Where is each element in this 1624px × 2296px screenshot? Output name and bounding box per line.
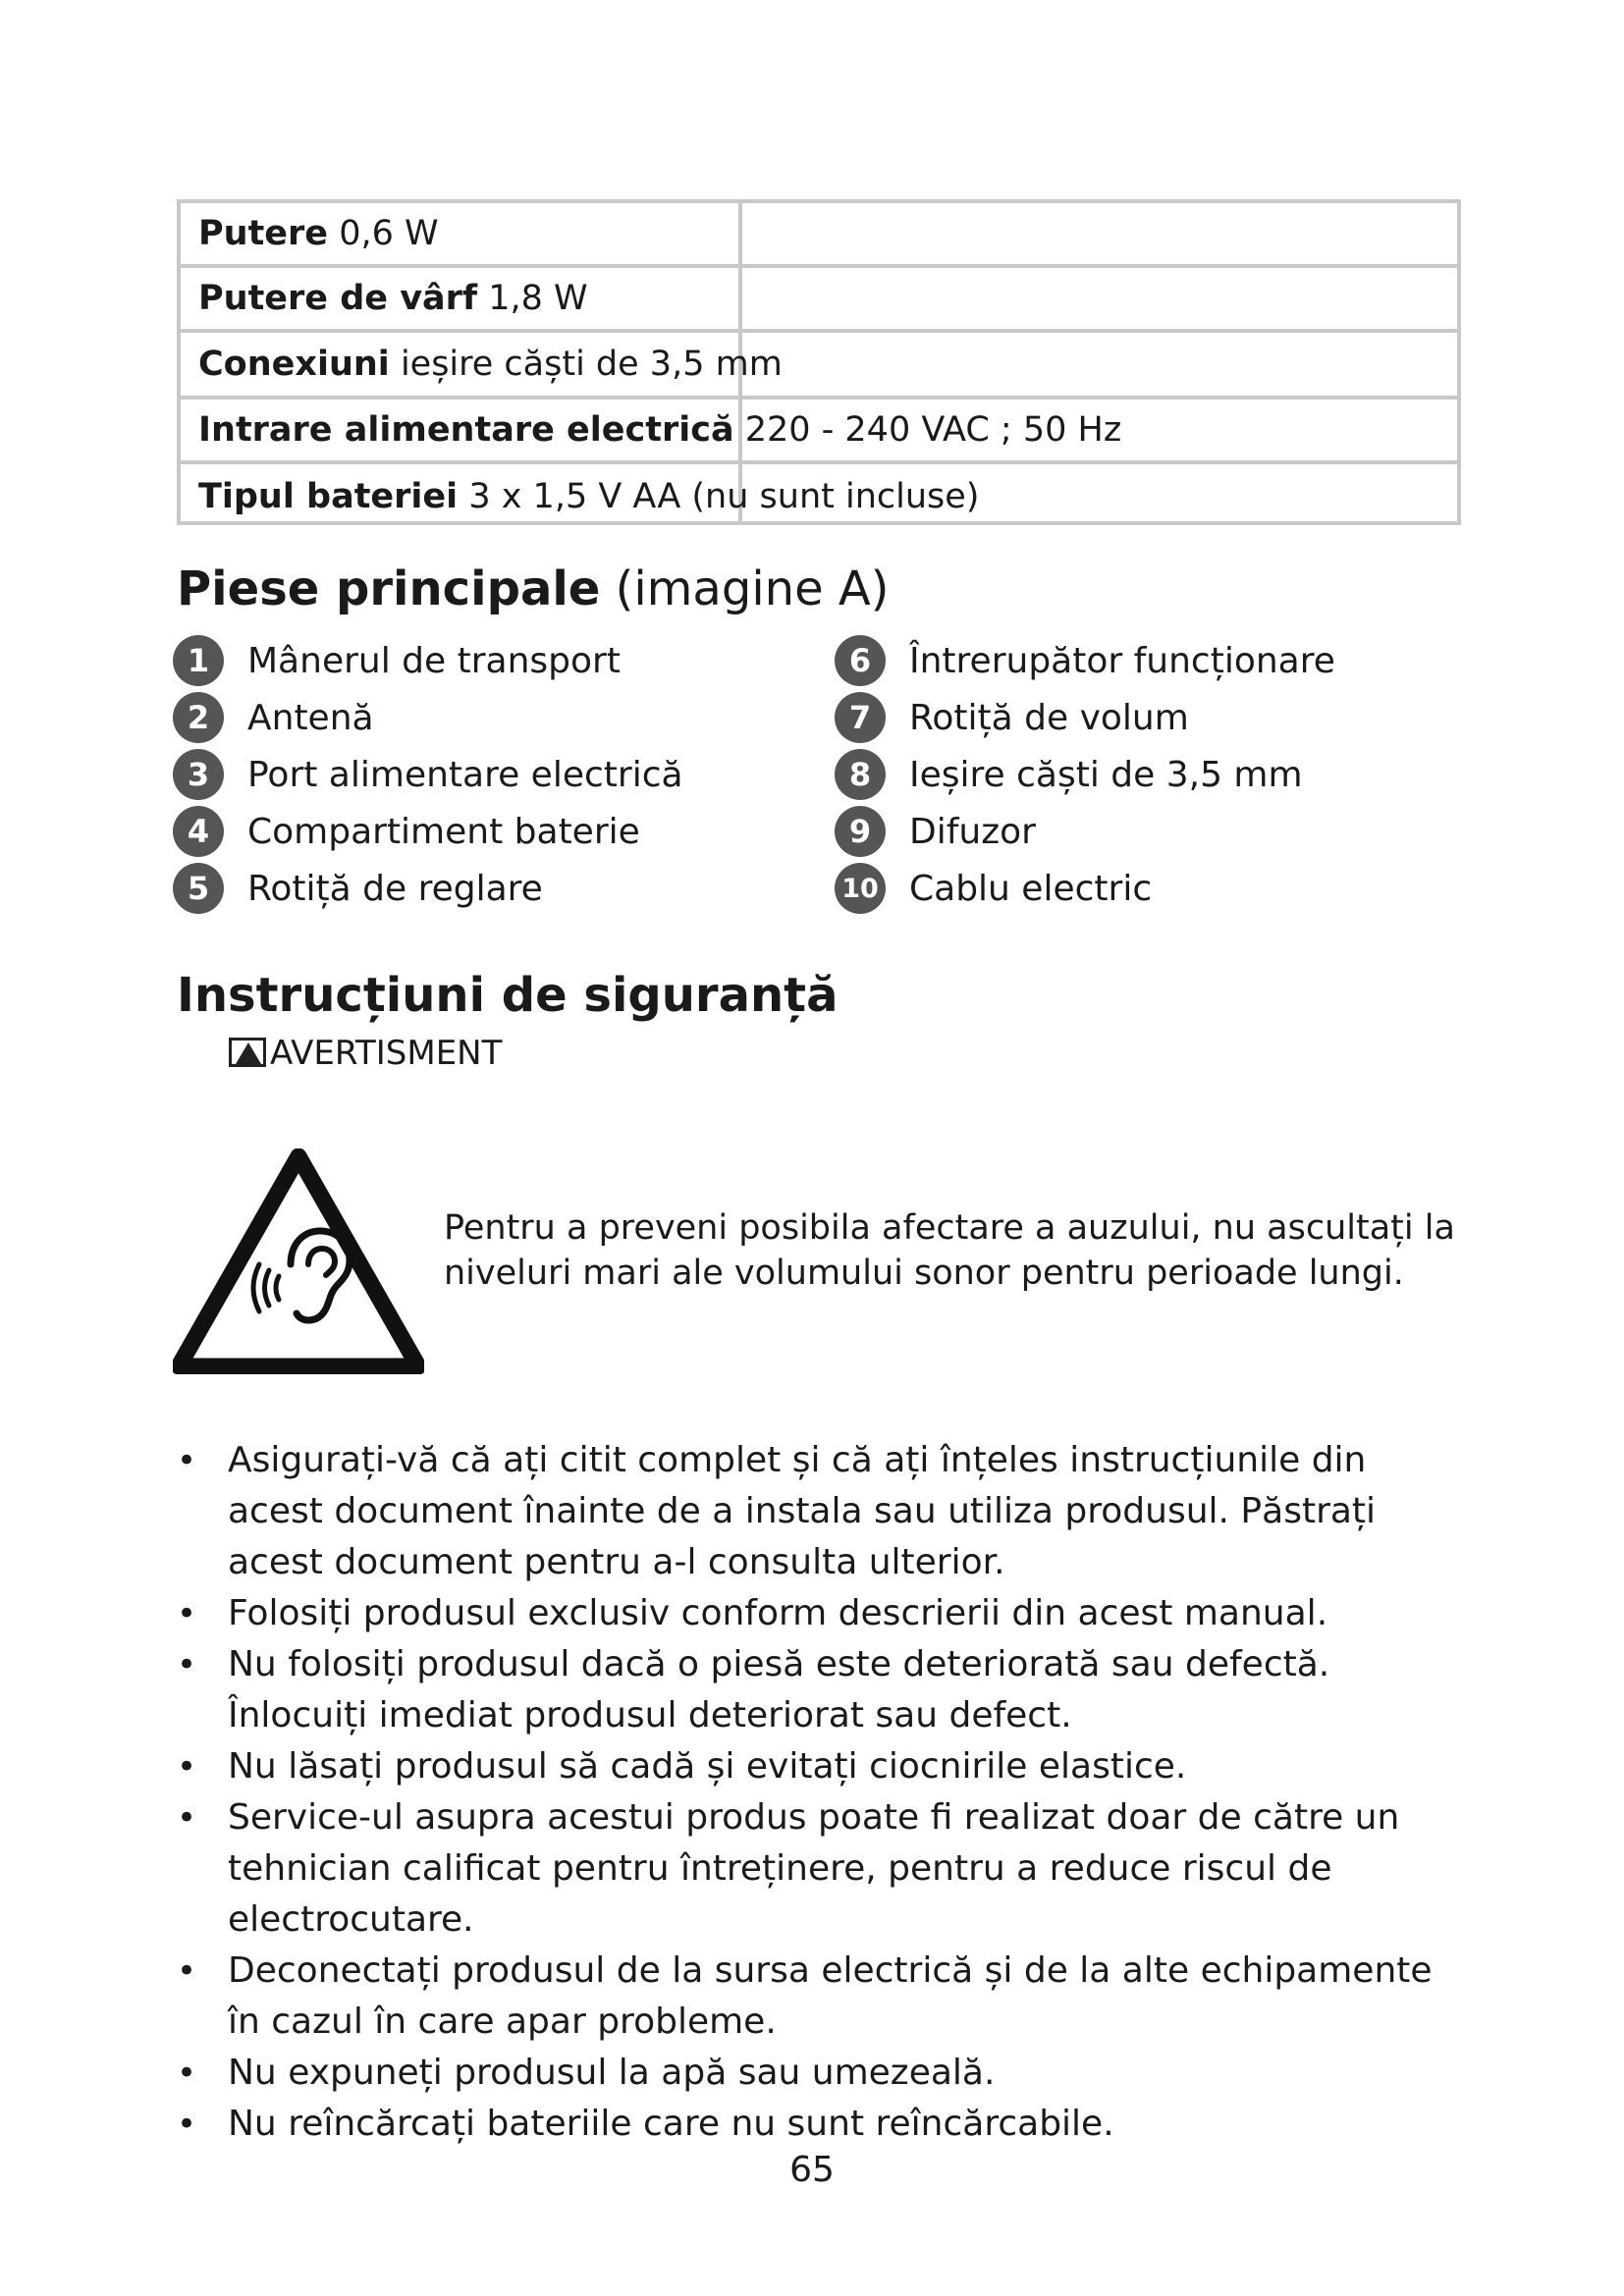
list-item: • Service-ul asupra acestui produs poate fi realizat doar de către un tehnician calificat pentru întreținere, pentru a reduce riscul de electrocutare. bbox=[177, 1792, 1453, 1946]
number-badge: 2 bbox=[173, 692, 224, 743]
list-item bbox=[173, 863, 543, 914]
spec-value: 0,6 W bbox=[339, 214, 439, 253]
part-label: Mânerul de transport bbox=[247, 640, 621, 681]
list-item: • Nu folosiți produsul dacă o piesă este deteriorată sau defectă. Înlocuiți imediat produsul deteriorat sau defect. bbox=[177, 1639, 1453, 1741]
parts-heading-rest: (imagine A) bbox=[615, 561, 890, 616]
part-label: Antenă bbox=[247, 697, 374, 738]
spec-label: Tipul bateriei bbox=[198, 477, 459, 516]
part-label: Port alimentare electrică bbox=[247, 754, 683, 795]
part-label: Compartiment baterie bbox=[247, 811, 640, 852]
list-item: • Nu expuneți produsul la apă sau umezeală. bbox=[177, 2048, 1453, 2099]
number-badge: 3 bbox=[173, 749, 224, 800]
parts-heading-bold: Piese principale bbox=[177, 561, 601, 616]
safety-heading: Instrucțiuni de siguranță bbox=[177, 968, 839, 1023]
warning-label bbox=[229, 1034, 502, 1073]
list-item: • Folosiți produsul exclusiv conform descrierii din acest manual. bbox=[177, 1588, 1453, 1639]
hearing-warning-text: Pentru a preveni posibila afectare a auzului, nu ascultați la niveluri mari ale volumului sonor pentru perioade lungi. bbox=[444, 1208, 1455, 1293]
warning-label-text: AVERTISMENT bbox=[270, 1034, 503, 1073]
part-label: Rotiță de volum bbox=[909, 697, 1189, 738]
list-item: • Deconectați produsul de la sursa electrică și de la alte echipamente în cazul în care apar probleme. bbox=[177, 1946, 1453, 2048]
list-item bbox=[173, 635, 621, 686]
list-item: • Nu reîncărcați bateriile care nu sunt reîncărcabile. bbox=[177, 2099, 1453, 2150]
list-item bbox=[173, 692, 374, 743]
spec-value: 220 - 240 VAC ; 50 Hz bbox=[744, 410, 1122, 450]
part-label: Întrerupător funcționare bbox=[909, 640, 1335, 681]
table-row bbox=[181, 333, 1457, 400]
spec-cell bbox=[198, 345, 783, 384]
safety-list bbox=[177, 1435, 1453, 2150]
part-label: Ieșire căști de 3,5 mm bbox=[909, 754, 1303, 795]
warning-triangle-icon bbox=[229, 1038, 266, 1067]
number-badge: 6 bbox=[835, 635, 886, 686]
list-item bbox=[835, 635, 1335, 686]
number-badge: 9 bbox=[835, 806, 886, 857]
spec-table bbox=[177, 199, 1461, 525]
spec-value: 1,8 W bbox=[488, 279, 588, 318]
spec-value: 3 x 1,5 V AA (nu sunt incluse) bbox=[468, 477, 980, 516]
part-label: Rotiță de reglare bbox=[247, 868, 543, 909]
list-item bbox=[173, 749, 683, 800]
list-item bbox=[173, 806, 640, 857]
spec-cell bbox=[198, 410, 1121, 450]
spec-value: ieșire căști de 3,5 mm bbox=[400, 345, 783, 384]
spec-label: Intrare alimentare electrică bbox=[198, 410, 734, 450]
spec-cell bbox=[198, 477, 979, 516]
table-row bbox=[181, 203, 1457, 268]
number-badge: 7 bbox=[835, 692, 886, 743]
page-number: 65 bbox=[789, 2150, 835, 2190]
number-badge: 10 bbox=[835, 863, 886, 914]
list-item bbox=[835, 692, 1189, 743]
list-item: • Asigurați-vă că ați citit complet și că ați înțeles instrucțiunile din acest document înainte de a instala sau utiliza produsul. Păstrați acest document pentru a-l consulta ulterior. bbox=[177, 1435, 1453, 1588]
spec-cell bbox=[198, 214, 439, 253]
list-item bbox=[835, 806, 1036, 857]
number-badge: 1 bbox=[173, 635, 224, 686]
table-row bbox=[181, 400, 1457, 464]
spec-label: Putere bbox=[198, 214, 329, 253]
parts-heading bbox=[177, 561, 889, 616]
list-item bbox=[835, 749, 1303, 800]
hearing-hazard-icon bbox=[173, 1148, 424, 1374]
table-row bbox=[181, 268, 1457, 333]
list-item bbox=[835, 863, 1152, 914]
number-badge: 5 bbox=[173, 863, 224, 914]
spec-label: Conexiuni bbox=[198, 345, 390, 384]
number-badge: 4 bbox=[173, 806, 224, 857]
spec-label: Putere de vârf bbox=[198, 279, 478, 318]
table-row bbox=[181, 464, 1457, 525]
part-label: Difuzor bbox=[909, 811, 1036, 852]
part-label: Cablu electric bbox=[909, 868, 1153, 909]
number-badge: 8 bbox=[835, 749, 886, 800]
spec-cell bbox=[198, 279, 588, 318]
list-item: • Nu lăsați produsul să cadă și evitați ciocnirile elastice. bbox=[177, 1741, 1453, 1792]
